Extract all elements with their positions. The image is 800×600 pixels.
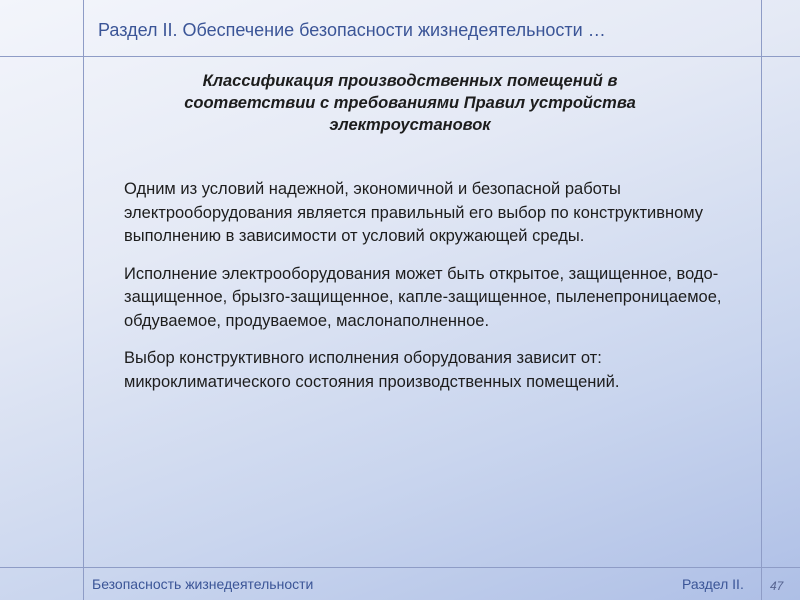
left-rule (83, 0, 84, 600)
header-rule (0, 56, 800, 57)
right-rule (761, 0, 762, 600)
slide-title-line: соответствии с требованиями Правил устройства (184, 94, 636, 112)
footer-section-label: Раздел II. (682, 576, 744, 592)
footer-course-title: Безопасность жизнедеятельности (92, 576, 314, 592)
footer-rule (0, 567, 800, 568)
body-paragraph: Исполнение электрооборудования может быть открытое, защищенное, водо-защищенное, брызго-защищенное, капле-защищенное, пыленепроницаемое, обдуваемое, продуваемое, маслонаполненное. (124, 264, 722, 330)
slide-title-line: Классификация производственных помещений в (202, 72, 618, 90)
header-title: Раздел II. Обеспечение безопасности жизнедеятельности … (98, 20, 606, 40)
slide-body (124, 178, 744, 408)
body-paragraph: Выбор конструктивного исполнения оборудования зависит от: микроклиматического состояния производственных помещений. (124, 349, 620, 391)
page-number: 47 (770, 579, 784, 593)
slide-title (130, 70, 690, 136)
body-paragraph: Одним из условий надежной, экономичной и безопасной работы электрооборудования является правильный его выбор по конструктивному выполнению в зависимости от условий окружающей среды. (124, 180, 704, 245)
slide-title-line: электроустановок (329, 116, 491, 134)
